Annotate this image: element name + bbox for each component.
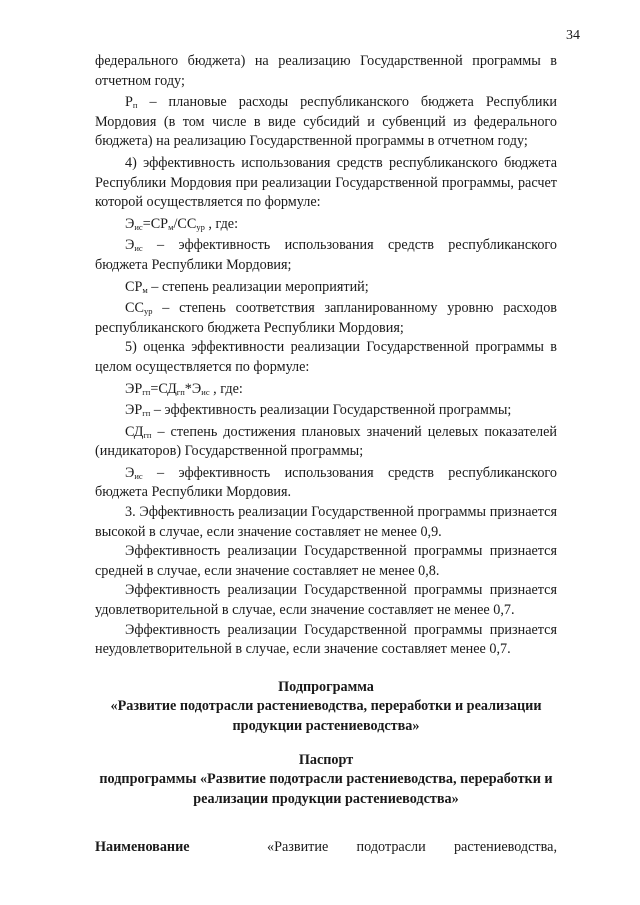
formula-subscript: гп [142, 386, 151, 397]
formula-subscript: ис [134, 221, 143, 232]
formula-part: ЭР [125, 380, 143, 397]
formula-efficiency-funds [95, 215, 557, 235]
symbol: СС [125, 300, 144, 317]
formula-part: *Э [184, 380, 202, 397]
symbol: СР [125, 278, 143, 295]
definition-text: – эффективность реализации Государственной программы; [150, 402, 512, 419]
definition-srm [95, 278, 557, 298]
passport-title: подпрограммы «Развитие подотрасли растениеводства, переработки и реализации продукции растениеводства» [99, 771, 553, 807]
symbol: ЭР [125, 402, 143, 419]
formula-subscript: гп [176, 386, 185, 397]
formula-subscript: м [168, 221, 174, 232]
symbol-subscript: м [142, 284, 148, 295]
definition-text: – степень реализации мероприятий; [147, 278, 369, 295]
paragraph: Эффективность реализации Государственной программы признается средней в случае, если значение составляет не менее 0,8. [95, 543, 557, 579]
definition-text: – эффективность использования средств республиканского бюджета Республики Мордовия; [95, 237, 557, 273]
paragraph: 4) эффективность использования средств республиканского бюджета Республики Мордовия при реализации Государственной программы, расчет которой осуществляется по формуле: [95, 154, 557, 211]
symbol: Р [125, 94, 133, 111]
formula-part: =СД [150, 380, 177, 397]
paragraph: Эффективность реализации Государственной программы признается неудовлетворительной в случае, если значение составляет менее 0,7. [95, 621, 557, 658]
formula-subscript: ис [201, 386, 210, 397]
subprogram-title: «Развитие подотрасли растениеводства, переработки и реализации продукции растениеводства» [110, 698, 542, 734]
passport-row-label: Наименование [95, 839, 190, 855]
formula-part: /СС [173, 215, 197, 232]
subprogram-heading: Подпрограмма [278, 678, 374, 695]
formula-program-efficiency [95, 380, 557, 400]
symbol: Э [125, 237, 135, 254]
formula-tail: , где: [209, 380, 243, 397]
symbol-subscript: ис [134, 470, 143, 481]
page-number: 34 [566, 28, 580, 43]
document-body [95, 52, 557, 809]
definition-plan-expenses [95, 93, 557, 152]
symbol-subscript: ис [134, 243, 143, 254]
definition-text: – эффективность использования средств республиканского бюджета Республики Мордовия. [95, 464, 557, 501]
paragraph: 5) оценка эффективности реализации Государственной программы в целом осуществляется по формуле: [95, 339, 557, 375]
formula-part: =СР [142, 215, 169, 232]
passport-row-value: «Развитие подотрасли растениеводства, [267, 839, 557, 855]
definition-eis [95, 236, 557, 275]
formula-subscript: ур [196, 221, 205, 232]
definition-eis-2 [95, 464, 557, 503]
passport-heading: Паспорт [298, 751, 354, 768]
paragraph: Эффективность реализации Государственной программы признается удовлетворительной в случае, если значение составляет не менее 0,7. [95, 582, 557, 619]
definition-ergp [95, 401, 557, 421]
symbol: Э [125, 464, 135, 481]
symbol-subscript: п [132, 100, 138, 111]
formula-part: Э [125, 215, 135, 232]
symbol-subscript: гп [142, 408, 151, 419]
definition-sdgp [95, 423, 557, 462]
definition-text: – степень соответствия запланированному уровню расходов республиканского бюджета Республики Мордовия; [95, 300, 557, 336]
paragraph: федерального бюджета) на реализацию Государственной программы в отчетном году; [95, 53, 557, 89]
definition-text: – степень достижения плановых значений целевых показателей (индикаторов) Государственной программы; [95, 423, 557, 460]
symbol: СД [125, 423, 144, 440]
paragraph: 3. Эффективность реализации Государственной программы признается высокой в случае, если значение составляет не менее 0,9. [95, 504, 557, 540]
symbol-subscript: ур [143, 306, 153, 317]
definition-text: – плановые расходы республиканского бюджета Республики Мордовия (в том числе в виде субсидий и субвенций из федерального бюджета) на реализацию Государственной программы в отчетном году; [95, 94, 557, 150]
formula-tail: , где: [204, 215, 239, 232]
symbol-subscript: гп [143, 429, 152, 440]
passport-row-name [95, 838, 557, 858]
definition-ssur [95, 299, 557, 338]
